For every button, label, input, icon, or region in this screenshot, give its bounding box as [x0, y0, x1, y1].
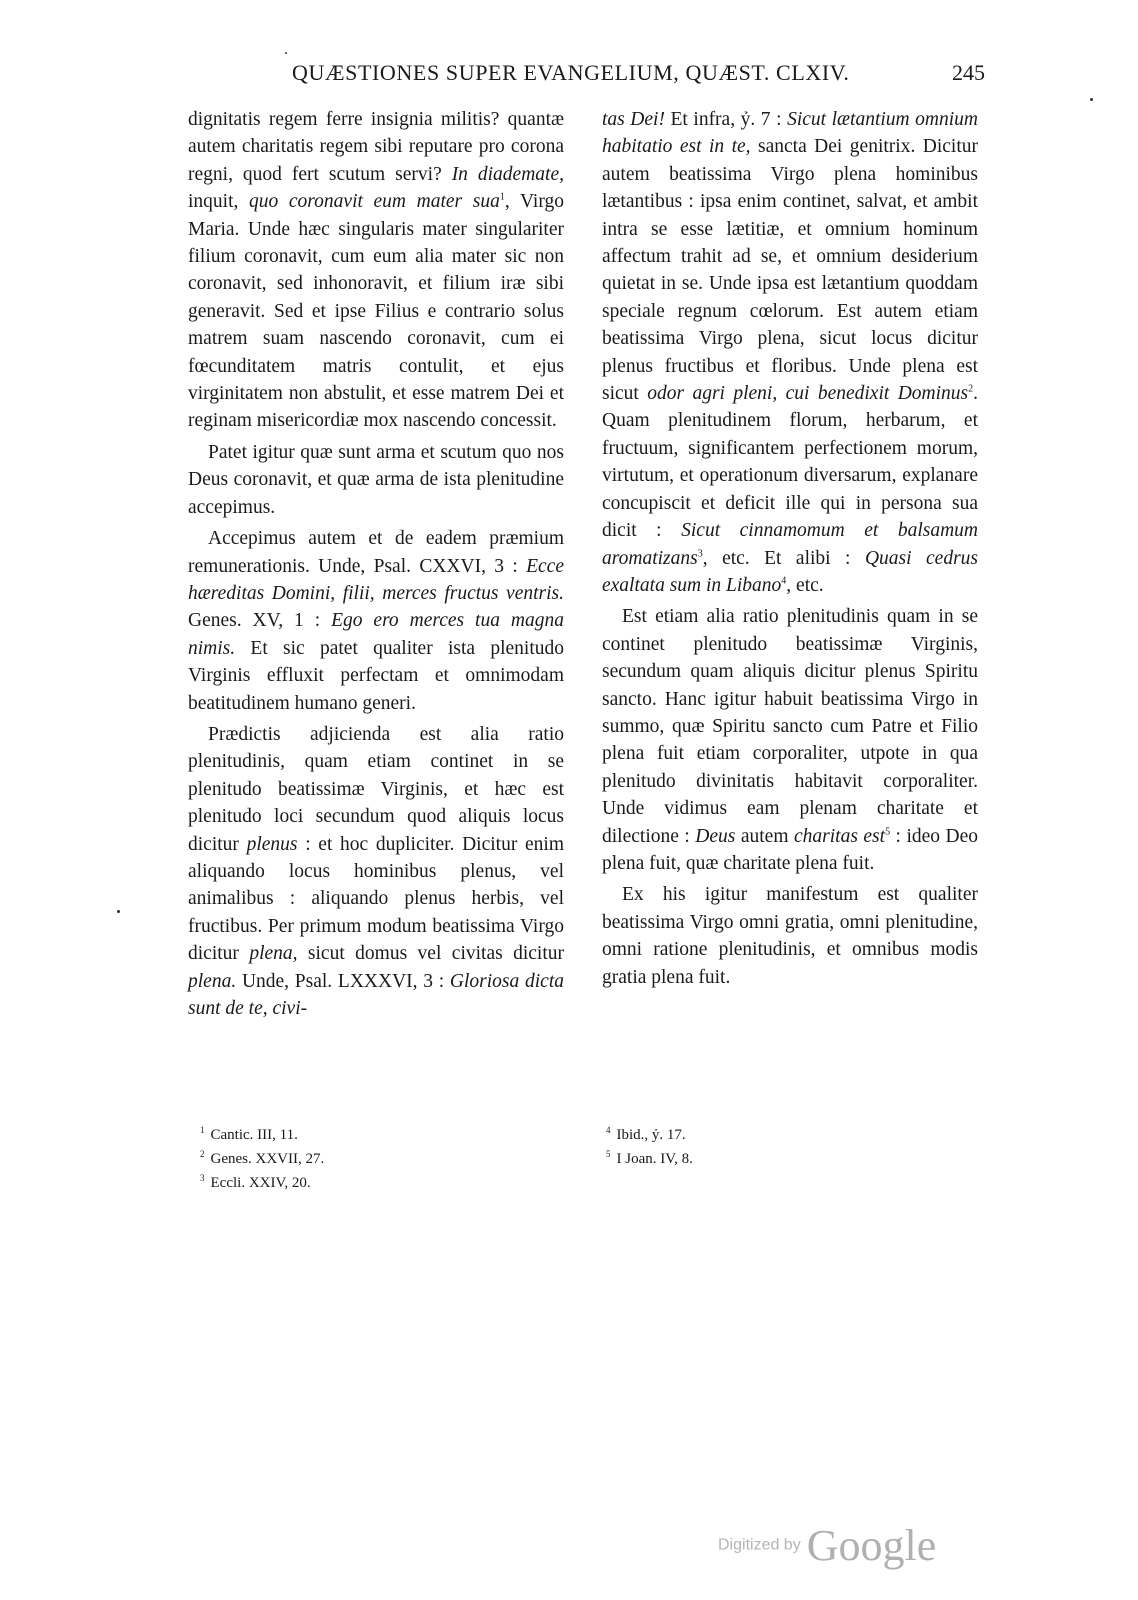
footnote-ref: 2: [968, 383, 974, 395]
print-speck: [117, 910, 120, 913]
digitized-by-watermark: Digitized by Google: [718, 1521, 937, 1570]
left-column: [188, 106, 564, 1022]
paragraph: Prædictis adjicienda est alia ratio plenitudinis, quam etiam continet in se plenitudo beatissimæ Virginis, et hæc est plenitudo loci secundum quod aliquis locus dicitur plenus : et hoc dupliciter. Dicitur enim aliquando locus hominibus plenus, vel animalibus : aliquando plenus herbis, vel fructibus. Per primum modum beatissima Virgo dicitur plena, sicut domus vel civitas dicitur plena. Unde, Psal. LXXXVI, 3 : Gloriosa dicta sunt de te, civi-: [188, 723, 564, 1019]
footnote-ref: 1: [499, 191, 505, 203]
footnote: $^1$ Cantic. III, 11.: [200, 1125, 298, 1143]
footnote-ref: 5: [885, 826, 891, 838]
paragraph: Ex his igitur manifestum est qualiter beatissima Virgo omni gratia, omni plenitudine, omni ratione plenitudinis, et omnibus modis gratia plena fuit.: [602, 884, 978, 988]
footnotes-left: [200, 1123, 324, 1195]
footnote: $^5$ I Joan. IV, 8.: [606, 1149, 693, 1167]
footnotes-right: [606, 1123, 693, 1171]
paragraph: Patet igitur quæ sunt arma et scutum quo nos Deus coronavit, et quæ arma de ista plenitudine accepimus.: [188, 441, 564, 518]
google-logo: Google: [806, 1521, 937, 1570]
print-speck: [285, 52, 287, 54]
print-speck: [1090, 98, 1093, 101]
footnote-ref: 3: [697, 548, 703, 559]
right-column: [602, 106, 978, 991]
paragraph: Est etiam alia ratio plenitudinis quam in se continet plenitudo beatissimæ Virginis, secundum quam aliquis dicitur plenus Spiritu sancto. Hanc igitur habuit beatissima Virgo in summo, quæ Spiritu sancto cum Patre et Filio plena fuit etiam corporaliter, utpote in qua plenitudo divinitatis habitavit corporaliter. Unde vidimus eam plenam charitate et dilectione : Deus autem charitas est$^5$ : ideo Deo plena fuit, quæ charitate plena fuit.: [602, 606, 978, 874]
footnote: $^4$ Ibid., ỷ. 17.: [606, 1125, 686, 1143]
paragraph: dignitatis regem ferre insignia militis? quantæ autem charitatis regem sibi reputare pro corona regni, quod fert scutum servi? In diademate, inquit, quo coronavit eum mater sua$^1$, Virgo Maria. Unde hæc singularis mater singulariter filium coronavit, cum eum alia mater sic non coronavit, sed inhonoravit, et filium iræ sibi generavit. Sed et ipse Filius e contrario solus matrem suam nascendo coronavit, cum ei fœcunditatem matris contulit, et ejus virginitatem non abstulit, et esse matrem Dei et reginam misericordiæ mox nascendo concessit.: [188, 109, 564, 432]
paragraph: Accepimus autem et de eadem præmium remunerationis. Unde, Psal. CXXVI, 3 : Ecce hæreditas Domini, filii, merces fructus ventris. Genes. XV, 1 : Ego ero merces tua magna nimis. Et sic patet qualiter ista plenitudo Virginis effluxit perfectam et omnimodam beatitudinem humano generi.: [188, 528, 564, 714]
running-title: QUÆSTIONES SUPER EVANGELIUM, QUÆST. CLXIV.: [292, 60, 850, 85]
footnote-ref: 4: [781, 575, 787, 587]
running-header: [0, 58, 1138, 98]
footnote: $^2$ Genes. XXVII, 27.: [200, 1149, 325, 1167]
page-number: 245: [952, 60, 985, 85]
paragraph: tas Dei! Et infra, ỷ. 7 : Sicut lætantium omnium habitatio est in te, sancta Dei genitrix. Dicitur autem beatissima Virgo plena hominibus lætantibus : ipsa enim continet, salvat, et ambit intra se esse lætitiæ, et omnium hominum affectum trahit ad se, et omnium desiderium quietat in se. Unde ipsa est lætantium quoddam speciale regnum cœlorum. Est autem etiam beatissima Virgo plena, sicut locus dicitur plenus fructibus et floribus. Unde plena est sicut odor agri pleni, cui benedixit Dominus$^2$. Quam plenitudinem florum, herbarum, et fructuum, significantem perfectionem morum, virtutum, et operationum diversarum, explanare concupiscit et deficit ille qui in persona sua dicit : Sicut cinnamomum et balsamum aromatizans$^3$, etc. Et alibi : Quasi cedrus exaltata sum in Libano$^4$, etc.: [602, 109, 979, 596]
footnote: $^3$ Eccli. XXIV, 20.: [200, 1173, 311, 1191]
